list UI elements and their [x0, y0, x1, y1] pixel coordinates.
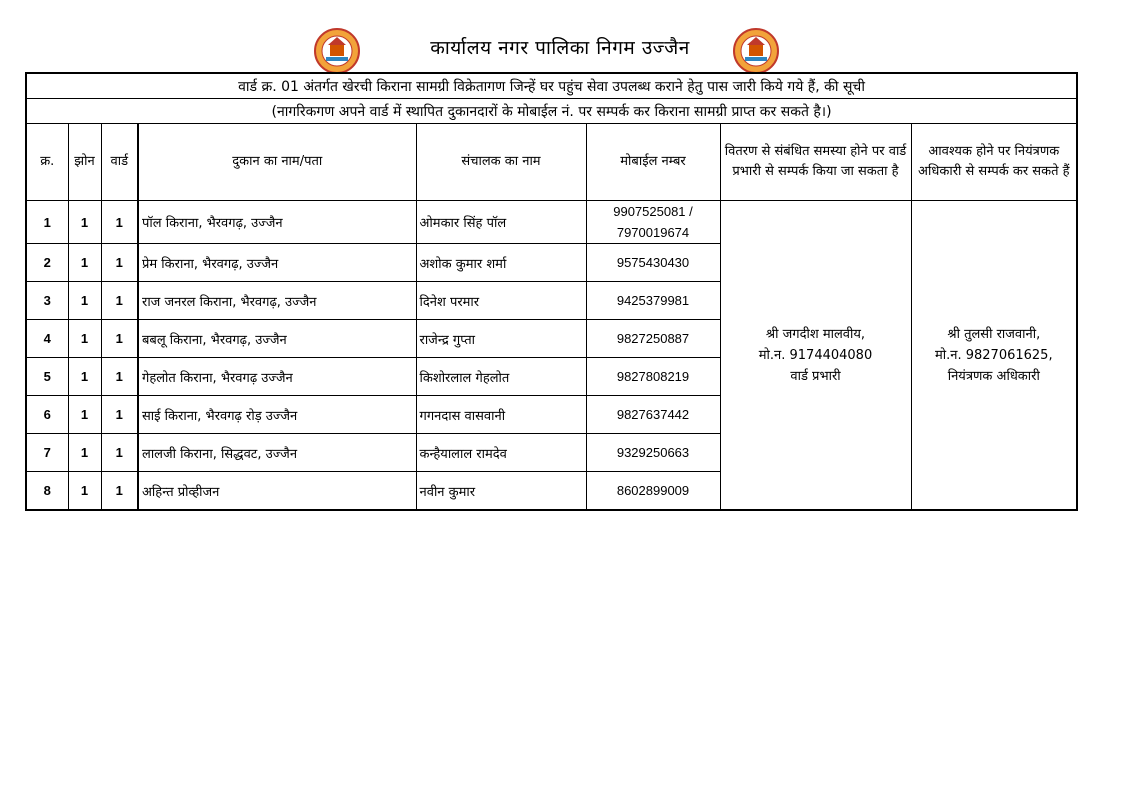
cell-shop: लालजी किराना, सिद्धवट, उज्जैन: [138, 434, 416, 472]
cell-sno: 7: [26, 434, 68, 472]
cell-ward: 1: [101, 434, 138, 472]
cell-operator: गगनदास वासवानी: [416, 396, 586, 434]
ward-incharge-cell: [720, 201, 911, 511]
header-ward: वार्ड: [101, 124, 138, 201]
cell-mobile: 9575430430: [586, 244, 720, 282]
cell-operator: ओमकार सिंह पॉल: [416, 201, 586, 244]
cell-zone: 1: [68, 244, 101, 282]
cell-mobile: [586, 201, 720, 244]
cell-zone: 1: [68, 396, 101, 434]
officer-name: श्री तुलसी राजवानी,: [947, 326, 1041, 342]
municipal-emblem-icon: [731, 26, 781, 76]
header-ward-contact: वितरण से संबंधित समस्या होने पर वार्ड प्रभारी से सम्पर्क किया जा सकता है: [720, 124, 911, 201]
cell-ward: 1: [101, 396, 138, 434]
cell-operator: दिनेश परमार: [416, 282, 586, 320]
cell-ward: 1: [101, 201, 138, 244]
cell-shop: साई किराना, भैरवगढ़ रोड़ उज्जैन: [138, 396, 416, 434]
cell-sno: 5: [26, 358, 68, 396]
cell-sno: 3: [26, 282, 68, 320]
cell-mobile: 9827250887: [586, 320, 720, 358]
cell-mobile: 9329250663: [586, 434, 720, 472]
table-row: [26, 201, 1077, 244]
cell-sno: 4: [26, 320, 68, 358]
cell-sno: 6: [26, 396, 68, 434]
cell-zone: 1: [68, 434, 101, 472]
cell-ward: 1: [101, 320, 138, 358]
cell-operator: राजेन्द्र गुप्ता: [416, 320, 586, 358]
cell-operator: नवीन कुमार: [416, 472, 586, 511]
header-sno: क्र.: [26, 124, 68, 201]
cell-zone: 1: [68, 282, 101, 320]
page-title: कार्यालय नगर पालिका निगम उज्जैन: [430, 37, 690, 59]
shop-list-table: [25, 72, 1078, 511]
header-shop: दुकान का नाम/पता: [138, 124, 416, 201]
ward-incharge-role: वार्ड प्रभारी: [790, 368, 841, 384]
ward-incharge-mobile: मो.न. 9174404080: [758, 347, 873, 363]
cell-ward: 1: [101, 358, 138, 396]
cell-mobile: 8602899009: [586, 472, 720, 511]
cell-mobile: 9827808219: [586, 358, 720, 396]
officer-cell: [911, 201, 1077, 511]
mobile-secondary: 7970019674: [616, 225, 690, 240]
cell-ward: 1: [101, 244, 138, 282]
cell-mobile: 9425379981: [586, 282, 720, 320]
cell-sno: 8: [26, 472, 68, 511]
header-operator: संचालक का नाम: [416, 124, 586, 201]
cell-operator: अशोक कुमार शर्मा: [416, 244, 586, 282]
cell-shop: पॉल किराना, भैरवगढ़, उज्जैन: [138, 201, 416, 244]
cell-zone: 1: [68, 472, 101, 511]
cell-zone: 1: [68, 320, 101, 358]
cell-shop: प्रेम किराना, भैरवगढ़, उज्जैन: [138, 244, 416, 282]
header-officer-contact: आवश्यक होने पर नियंत्रणक अधिकारी से सम्पर्क कर सकते हैं: [911, 124, 1077, 201]
cell-sno: 2: [26, 244, 68, 282]
table-subtitle: (नागरिकगण अपने वार्ड में स्थापित दुकानदारों के मोबाईल नं. पर सम्पर्क कर किराना सामग्री प्राप्त कर सकते है।): [26, 99, 1077, 124]
ward-incharge-name: श्री जगदीश मालवीय,: [765, 326, 866, 342]
cell-shop: अहिन्त प्रोव्हीजन: [138, 472, 416, 511]
cell-ward: 1: [101, 472, 138, 511]
cell-zone: 1: [68, 358, 101, 396]
cell-sno: 1: [26, 201, 68, 244]
municipal-emblem-icon: [312, 26, 362, 76]
cell-shop: राज जनरल किराना, भैरवगढ़, उज्जैन: [138, 282, 416, 320]
header-mobile: मोबाईल नम्बर: [586, 124, 720, 201]
cell-shop: गेहलोत किराना, भैरवगढ़ उज्जैन: [138, 358, 416, 396]
cell-operator: किशोरलाल गेहलोत: [416, 358, 586, 396]
cell-operator: कन्हैयालाल रामदेव: [416, 434, 586, 472]
officer-role: नियंत्रणक अधिकारी: [947, 368, 1040, 384]
header-zone: झोन: [68, 124, 101, 201]
officer-mobile: मो.न. 9827061625,: [934, 347, 1053, 363]
page-header: [0, 22, 1122, 72]
cell-mobile: 9827637442: [586, 396, 720, 434]
cell-ward: 1: [101, 282, 138, 320]
cell-shop: बबलू किराना, भैरवगढ़, उज्जैन: [138, 320, 416, 358]
table-title: वार्ड क्र. 01 अंतर्गत खेरची किराना सामग्री विक्रेतागण जिन्हें घर पहुंच सेवा उपलब्ध कराने हेतु पास जारी किये गये हैं, की सूची: [26, 73, 1077, 99]
cell-zone: 1: [68, 201, 101, 244]
mobile-primary: 9907525081 /: [613, 204, 693, 219]
